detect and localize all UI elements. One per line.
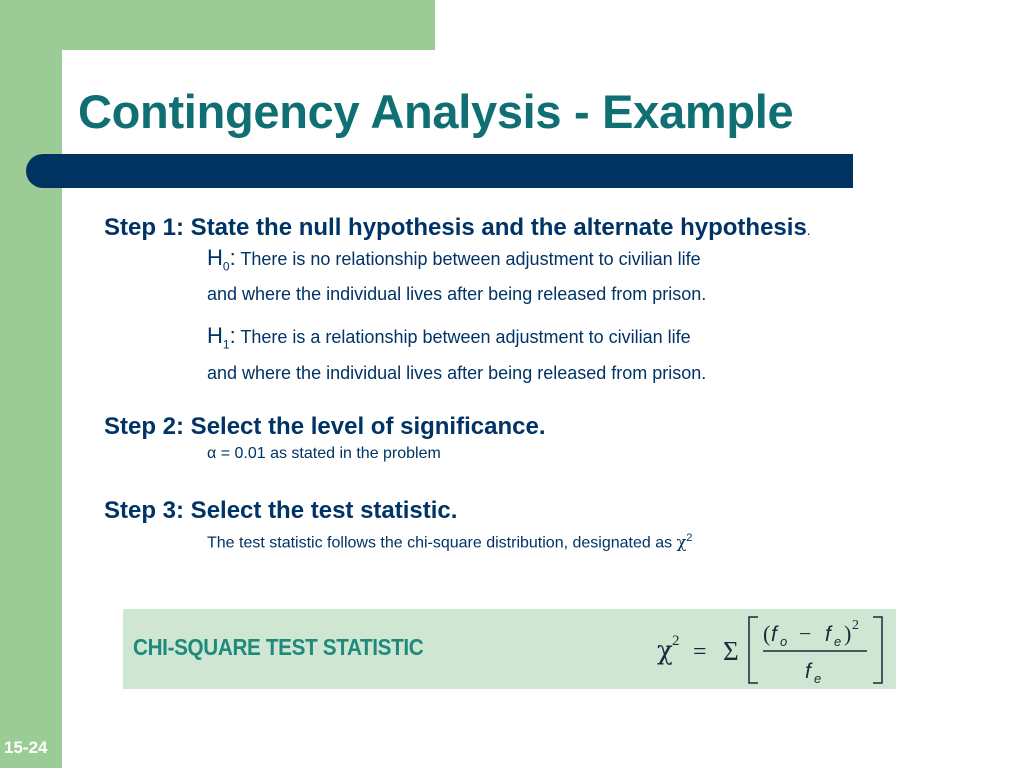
step-3-detail	[104, 527, 974, 554]
chi-superscript: 2	[686, 531, 693, 544]
slide-body	[104, 214, 974, 554]
h0-colon: :	[229, 245, 236, 270]
slide-title: Contingency Analysis - Example	[78, 85, 794, 138]
numerator-exponent: 2	[852, 618, 859, 633]
null-hypothesis	[104, 244, 974, 308]
step-2-detail: α = 0.01 as stated in the problem	[207, 444, 441, 462]
step-1-heading	[104, 214, 974, 242]
left-green-frame	[0, 0, 62, 768]
alternate-hypothesis-text-1: There is a relationship between adjustment to civilian life	[235, 327, 691, 348]
chi-symbol: χ	[676, 532, 687, 552]
step-3-detail-text: The test statistic follows the chi-square distribution, designated as	[207, 534, 677, 552]
denominator-fe-subscript: e	[814, 671, 822, 686]
numerator-open-paren: (	[763, 621, 771, 646]
h0-subscript: 0	[222, 259, 230, 274]
numerator-fo: f	[771, 623, 777, 646]
null-hypothesis-text-1: There is no relationship between adjustment to civilian life	[235, 249, 701, 269]
numerator-fo-subscript: o	[780, 634, 788, 649]
formula-chi: χ	[657, 636, 673, 666]
step-3-section	[104, 497, 974, 554]
left-bracket	[749, 617, 758, 683]
h0-letter: H	[207, 245, 223, 270]
null-hypothesis-line-1	[207, 244, 974, 280]
step-3-heading: Step 3: Select the test statistic.	[104, 496, 458, 524]
numerator-close-paren: )	[844, 621, 852, 646]
formula-chi-exponent: 2	[672, 633, 680, 649]
numerator-fe-subscript: e	[834, 634, 842, 649]
right-bracket	[873, 617, 882, 683]
alternate-hypothesis-line-1	[207, 322, 974, 358]
step-1-heading-text: Step 1: State the null hypothesis and the alternate hypothesis	[104, 214, 807, 241]
top-green-frame	[0, 0, 435, 50]
numerator-fe: f	[825, 623, 831, 646]
alternate-hypothesis	[104, 322, 974, 386]
step-1-section	[104, 214, 974, 387]
step-2-section	[104, 413, 974, 465]
h1-subscript: 1	[222, 337, 230, 352]
formula-label: CHI-SQUARE TEST STATISTIC	[133, 634, 424, 660]
slide-page-number: 15-24	[4, 738, 48, 757]
h1-symbol	[207, 323, 236, 352]
chi-square-formula-box	[123, 609, 896, 689]
formula-sigma: Σ	[723, 636, 739, 666]
h1-letter: H	[207, 323, 223, 349]
null-hypothesis-line-2: and where the individual lives after being released from prison.	[207, 284, 707, 305]
step-1-heading-period: .	[806, 222, 811, 238]
formula-equals: =	[693, 639, 707, 665]
title-underline-bar	[26, 154, 853, 188]
chi-square-formula	[653, 611, 893, 687]
h1-colon: :	[229, 323, 236, 349]
alternate-hypothesis-line-2: and where the individual lives after being released from prison.	[207, 362, 707, 383]
h0-symbol	[207, 245, 236, 274]
denominator-fe: f	[805, 660, 811, 683]
step-2-heading: Step 2: Select the level of significance.	[104, 412, 546, 440]
numerator-minus: −	[799, 621, 812, 646]
